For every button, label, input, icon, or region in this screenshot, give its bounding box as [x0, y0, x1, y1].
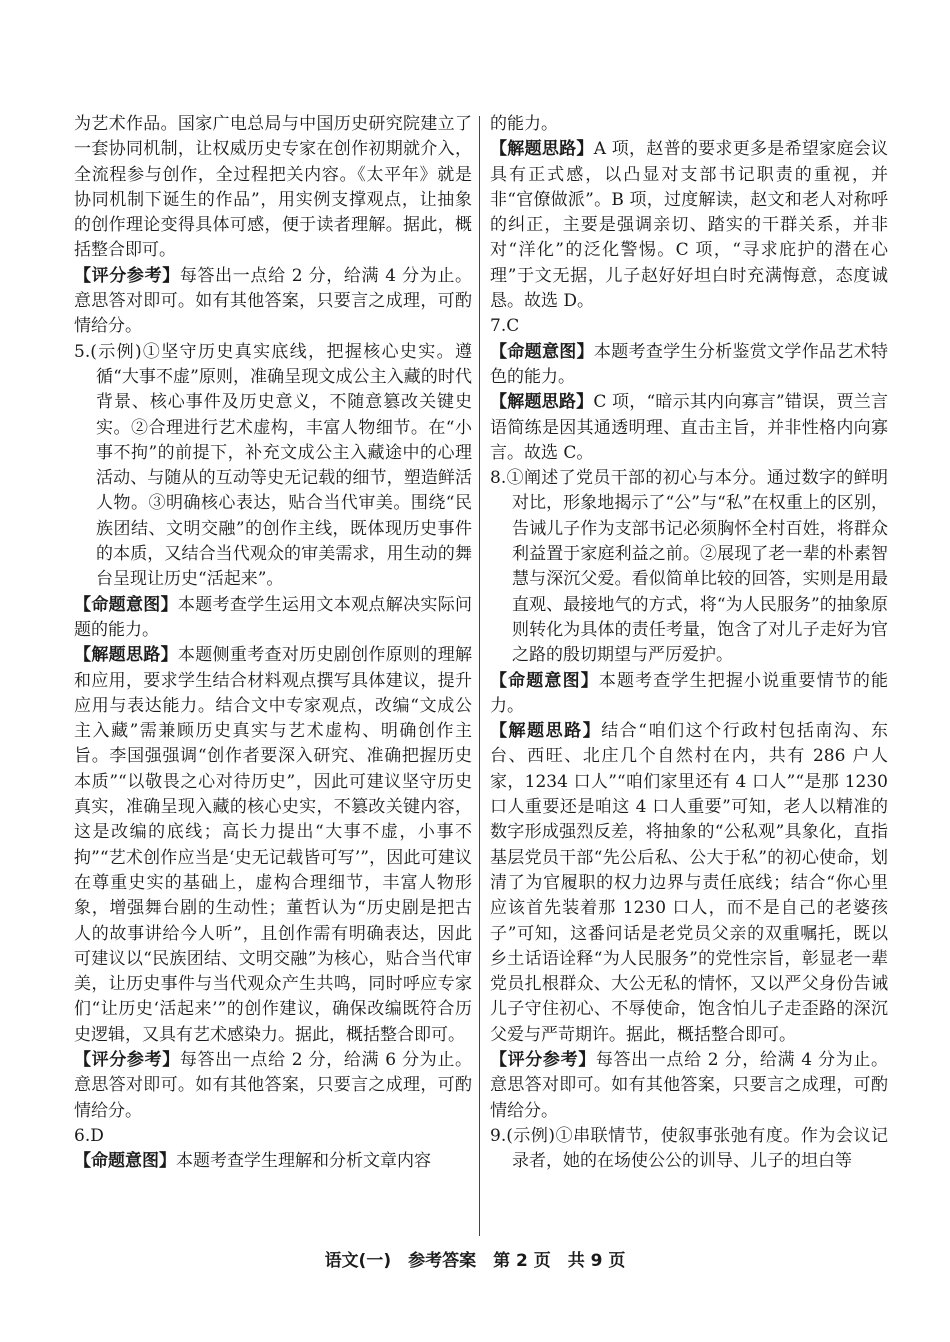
- intent-7: 【命题意图】本题考查学生分析鉴赏文学作品艺术特色的能力。: [490, 341, 889, 387]
- page-footer: 语文(一) 参考答案 第 2 页 共 9 页: [324, 1251, 626, 1271]
- tag-label: 【解题思路】: [74, 645, 178, 666]
- question-number: 5.: [74, 341, 91, 362]
- paragraph: 的能力。: [490, 114, 558, 134]
- tag-label: 【解题思路】: [490, 139, 594, 160]
- tag-label: 【评分参考】: [74, 1049, 180, 1070]
- question-5: 5.(示例)①坚守历史真实底线，把握核心史实。遵循“大事不虚”原则，准确呈现文成公主入藏的时代背景、核心事件及历史意义，不随意篡改关键史实。②合理进行艺术虚构，丰富人物细节。在“小事不拘”的前提下，补充文成公主入藏途中的心理活动、与随从的互动等史无记载的细节，塑造鲜活人物。③明确核心表达，贴合当代审美。围绕“民族团结、文明交融”的创作主线，既体现历史事件的本质，又结合当代观众的审美需求，用生动的舞台呈现让历史“活起来”。: [74, 341, 472, 590]
- question-7: 7.C: [490, 316, 520, 337]
- intent-5: 【命题意图】本题考查学生运用文本观点解决实际问题的能力。: [74, 594, 473, 640]
- thinking-8: 【解题思路】结合“咱们这个行政村包括南沟、东台、西旺、北庄几个自然村在内，共有 286 户人家，1234 口人”“咱们家里还有 4 口人”“是那 1230 口人重要还是咱这 4 口人重要”可知，老人以精准的数字形成强烈反差，将抽象的“公私观”具象化，直指基层党员干部“先公后私、公大于私”的初心使命，划清了为官履职的权力边界与责任底线；结合“你心里应该首先装着那 1230 口人，而不是自己的老婆孩子”可知，这番问话是老党员父亲的双重嘱托，既以乡土话语诠释“为人民服务”的党性宗旨，彰显老一辈党员扎根群众、大公无私的情怀，又以严父身份告诫儿子守住初心、不辱使命，饱含怕儿子走歪路的深沉父爱与严苛期许。据此，概括整合即可。: [490, 721, 888, 1045]
- thinking-5: 【解题思路】本题侧重考查对历史剧创作原则的理解和应用，要求学生结合材料观点撰写具体建议，提升应用与表达能力。结合文中专家观点，改编“文成公主入藏”需兼顾历史真实与艺术虚构、明确创作主旨。李国强强调“创作者要深入研究、准确把握历史本质”“以敬畏之心对待历史”，因此可建议坚守历史真实，准确呈现入藏的核心史实，不篡改关键内容，这是改编的底线；高长力提出“大事不虚，小事不拘”“艺术创作应当是‘史无记载皆可写’”，因此可建议在尊重史实的基础上，虚构合理细节，丰富人物形象，增强舞台剧的生动性；董哲认为“历史剧是把古人的故事讲给今人听”，且创作需有明确表达，因此可建议以“民族团结、文明交融”为核心，贴合当代审美，让历史事件与当代观众产生共鸣，同时呼应专家们“让历史‘活起来’”的创作建议，确保改编既符合历史逻辑，又具有艺术感染力。据此，概括整合即可。: [74, 645, 473, 1045]
- question-number: 8.: [490, 468, 507, 489]
- tag-label: 【解题思路】: [490, 392, 594, 413]
- left-column: [74, 112, 472, 1174]
- thinking-7: 【解题思路】C 项，“暗示其内向寡言”错误，贾兰言语简练是因其通透明理、直击主旨，并非性格内向寡言。故选 C。: [490, 392, 888, 463]
- question-number: 7.: [490, 316, 507, 337]
- question-number: 6.: [74, 1125, 91, 1146]
- question-6: 6.D: [74, 1125, 104, 1146]
- tag-label: 【命题意图】: [74, 1151, 176, 1172]
- tag-label: 【命题意图】: [490, 670, 599, 691]
- tag-label: 【命题意图】: [490, 341, 594, 362]
- score-reference: 【评分参考】每答出一点给 2 分，给满 4 分为止。意思答对即可。如有其他答案，只要言之成理，可酌情给分。: [490, 1049, 889, 1121]
- tag-label: 【解题思路】: [490, 721, 602, 742]
- intent-8: 【命题意图】本题考查学生把握小说重要情节的能力。: [490, 670, 889, 716]
- tag-label: 【评分参考】: [74, 265, 180, 286]
- intent-6: 【命题意图】本题考查学生理解和分析文章内容: [74, 1151, 431, 1172]
- tag-label: 【评分参考】: [490, 1049, 596, 1070]
- score-reference: 【评分参考】每答出一点给 2 分，给满 6 分为止。意思答对即可。如有其他答案，只要言之成理，可酌情给分。: [74, 1049, 473, 1121]
- question-9: 9.(示例)①串联情节，使叙事张弛有度。作为会议记录者，她的在场使公公的训导、儿子的坦白等: [490, 1125, 888, 1172]
- question-number: 9.: [490, 1125, 507, 1146]
- thinking-6: 【解题思路】A 项，赵普的要求更多是希望家庭会议具有正式感，以凸显对支部书记职责的重视，并非“官僚做派”。B 项，过度解读，赵文和老人对称呼的纠正，主要是强调亲切、踏实的干群关系，并非对“洋化”的泛化警惕。C 项，“寻求庇护的潜在心理”于文无据，儿子赵好好坦白时充满悔意，态度诚恳。故选 D。: [490, 139, 889, 312]
- question-8: 8.①阐述了党员干部的初心与本分。通过数字的鲜明对比，形象地揭示了“公”与“私”在权重上的区别，告诫儿子作为支部书记必须胸怀全村百姓，将群众利益置于家庭利益之前。②展现了老一辈的朴素智慧与深沉父爱。看似简单比较的回答，实则是用最直观、最接地气的方式，将“为人民服务”的抽象原则转化为具体的责任考量，饱含了对儿子走好为官之路的殷切期望与严厉爱护。: [490, 468, 888, 666]
- paragraph: 为艺术作品。国家广电总局与中国历史研究院建立了一套协同机制，让权威历史专家在创作初期就介入，全流程参与创作，全过程把关内容。《太平年》就是协同机制下诞生的作品”，用实例支撑观点，让抽象的创作理论变得具体可感，便于读者理解。据此，概括整合即可。: [74, 114, 472, 261]
- column-divider: [479, 116, 480, 1236]
- score-reference: 【评分参考】每答出一点给 2 分，给满 4 分为止。意思答对即可。如有其他答案，只要言之成理，可酌情给分。: [74, 265, 473, 337]
- tag-label: 【命题意图】: [74, 594, 178, 615]
- right-column: [490, 112, 888, 1174]
